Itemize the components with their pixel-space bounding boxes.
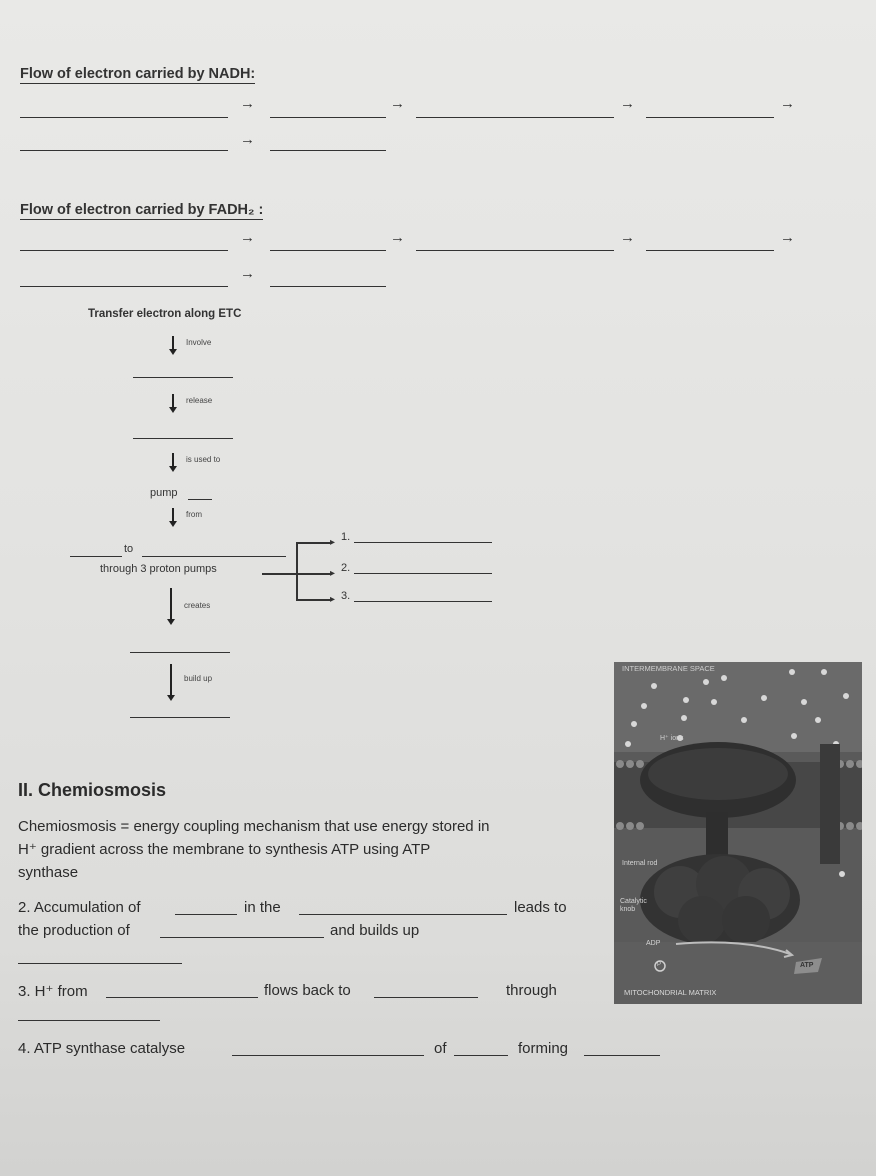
catalytic-knob-label: Catalytic knob bbox=[620, 898, 647, 913]
to-label: to bbox=[124, 543, 134, 555]
q3-blank-1[interactable] bbox=[106, 997, 258, 998]
matrix-label: MITOCHONDRIAL MATRIX bbox=[624, 988, 717, 997]
definition-line-3: synthase bbox=[18, 864, 79, 881]
pump-branch-3 bbox=[296, 599, 332, 601]
pump-item-3-blank[interactable] bbox=[354, 601, 492, 602]
q3-blank-2[interactable] bbox=[374, 997, 478, 998]
fadh-blank-1[interactable] bbox=[20, 250, 228, 251]
pump-blank[interactable] bbox=[188, 499, 212, 500]
h-ions-label: H⁺ ions bbox=[660, 735, 684, 742]
pump-item-1-blank[interactable] bbox=[354, 542, 492, 543]
nadh-blank-2[interactable] bbox=[270, 117, 386, 118]
pump-item-2: 2. bbox=[341, 562, 351, 574]
phosphate-label: P bbox=[657, 962, 662, 968]
nadh-arrow-3: → bbox=[620, 95, 635, 112]
nadh-blank-5[interactable] bbox=[20, 150, 228, 151]
q2-part-a: 2. Accumulation of bbox=[18, 899, 141, 916]
q2-part-b: in the bbox=[244, 899, 281, 916]
q2-blank-2[interactable] bbox=[299, 914, 507, 915]
pump-item-1: 1. bbox=[341, 531, 351, 543]
fadh-heading: Flow of electron carried by FADH₂ : bbox=[20, 202, 264, 218]
q2-part-d: the production of bbox=[18, 922, 130, 939]
etc-blank-3[interactable] bbox=[130, 652, 230, 653]
etc-blank-4[interactable] bbox=[130, 717, 230, 718]
fadh-arrow-2: → bbox=[390, 229, 405, 246]
adp-label: ADP bbox=[646, 940, 661, 947]
flow-arrow-shaft-5 bbox=[170, 588, 172, 620]
q2-blank-1[interactable] bbox=[175, 914, 237, 915]
flow-arrow-head-1 bbox=[169, 349, 177, 355]
fadh-arrow-1: → bbox=[240, 229, 255, 246]
nadh-blank-4[interactable] bbox=[646, 117, 774, 118]
intermembrane-label: INTERMEMBRANE SPACE bbox=[622, 664, 715, 673]
fadh-arrow-5: → bbox=[240, 265, 255, 282]
is-used-to-label: is used to bbox=[186, 455, 221, 464]
etc-blank-2[interactable] bbox=[133, 438, 233, 439]
nadh-arrow-1: → bbox=[240, 95, 255, 112]
nadh-heading: Flow of electron carried by NADH: bbox=[20, 66, 256, 82]
flow-arrow-shaft-4 bbox=[172, 508, 174, 522]
pump-arrow-1: ▸ bbox=[330, 537, 336, 548]
fadh-blank-3[interactable] bbox=[416, 250, 614, 251]
q2-part-c: leads to bbox=[514, 899, 567, 916]
definition-line-1: Chemiosmosis = energy coupling mechanism that use energy stored in bbox=[18, 818, 490, 835]
nadh-blank-1[interactable] bbox=[20, 117, 228, 118]
fadh-blank-5[interactable] bbox=[20, 286, 228, 287]
nadh-arrow-5: → bbox=[240, 131, 255, 148]
q4-part-c: forming bbox=[518, 1040, 569, 1057]
definition-line-2: H⁺ gradient across the membrane to synthesis ATP using ATP bbox=[18, 841, 431, 858]
flow-arrow-shaft-1 bbox=[172, 336, 174, 350]
to-blank-right[interactable] bbox=[142, 556, 286, 557]
flow-arrow-shaft-6 bbox=[170, 664, 172, 696]
q3-part-a: 3. H⁺ from bbox=[18, 983, 88, 1000]
internal-rod-label: Internal rod bbox=[622, 860, 658, 867]
q2-blank-3[interactable] bbox=[160, 937, 324, 938]
fadh-arrow-3: → bbox=[620, 229, 635, 246]
pump-branch-1 bbox=[296, 542, 332, 544]
nadh-arrow-2: → bbox=[390, 95, 405, 112]
q2-part-e: and builds up bbox=[330, 922, 420, 939]
pump-arrow-3: ▸ bbox=[330, 594, 336, 605]
q2-blank-4[interactable] bbox=[18, 963, 182, 964]
atp-synthase-illustration bbox=[614, 662, 862, 1004]
creates-label: creates bbox=[184, 601, 211, 610]
nadh-arrow-4: → bbox=[780, 95, 795, 112]
atp-label: ATP bbox=[800, 962, 814, 969]
atp-synthase-figure bbox=[614, 662, 862, 1004]
pump-arrow-2: ▸ bbox=[330, 568, 336, 579]
pump-item-3: 3. bbox=[341, 590, 351, 602]
flow-arrow-head-2 bbox=[169, 407, 177, 413]
etc-title: Transfer electron along ETC bbox=[88, 308, 242, 320]
q3-part-c: through bbox=[506, 982, 557, 999]
nadh-blank-6[interactable] bbox=[270, 150, 386, 151]
pump-label: pump bbox=[150, 487, 178, 499]
flow-arrow-head-6 bbox=[167, 695, 175, 701]
flow-arrow-shaft-3 bbox=[172, 453, 174, 467]
nadh-blank-3[interactable] bbox=[416, 117, 614, 118]
to-blank-left[interactable] bbox=[70, 556, 122, 557]
pump-item-2-blank[interactable] bbox=[354, 573, 492, 574]
build-up-label: build up bbox=[184, 674, 213, 683]
through-pumps-label: through 3 proton pumps bbox=[100, 563, 217, 575]
flow-arrow-head-5 bbox=[167, 619, 175, 625]
q4-part-a: 4. ATP synthase catalyse bbox=[18, 1040, 186, 1057]
fadh-blank-6[interactable] bbox=[270, 286, 386, 287]
q4-blank-3[interactable] bbox=[584, 1055, 660, 1056]
q4-blank-2[interactable] bbox=[454, 1055, 508, 1056]
fadh-blank-2[interactable] bbox=[270, 250, 386, 251]
section-title-chemiosmosis: II. Chemiosmosis bbox=[18, 780, 167, 800]
flow-arrow-head-3 bbox=[169, 466, 177, 472]
flow-arrow-head-4 bbox=[169, 521, 177, 527]
q3-part-b: flows back to bbox=[264, 982, 351, 999]
release-label: release bbox=[186, 396, 213, 405]
involve-label: Involve bbox=[186, 338, 212, 347]
fadh-arrow-4: → bbox=[780, 229, 795, 246]
flow-arrow-shaft-2 bbox=[172, 394, 174, 408]
from-label: from bbox=[186, 510, 202, 519]
etc-blank-1[interactable] bbox=[133, 377, 233, 378]
q3-blank-3[interactable] bbox=[18, 1020, 160, 1021]
fadh-blank-4[interactable] bbox=[646, 250, 774, 251]
q4-part-b: of bbox=[434, 1040, 447, 1057]
q4-blank-1[interactable] bbox=[232, 1055, 424, 1056]
pumps-bracket bbox=[296, 542, 298, 600]
